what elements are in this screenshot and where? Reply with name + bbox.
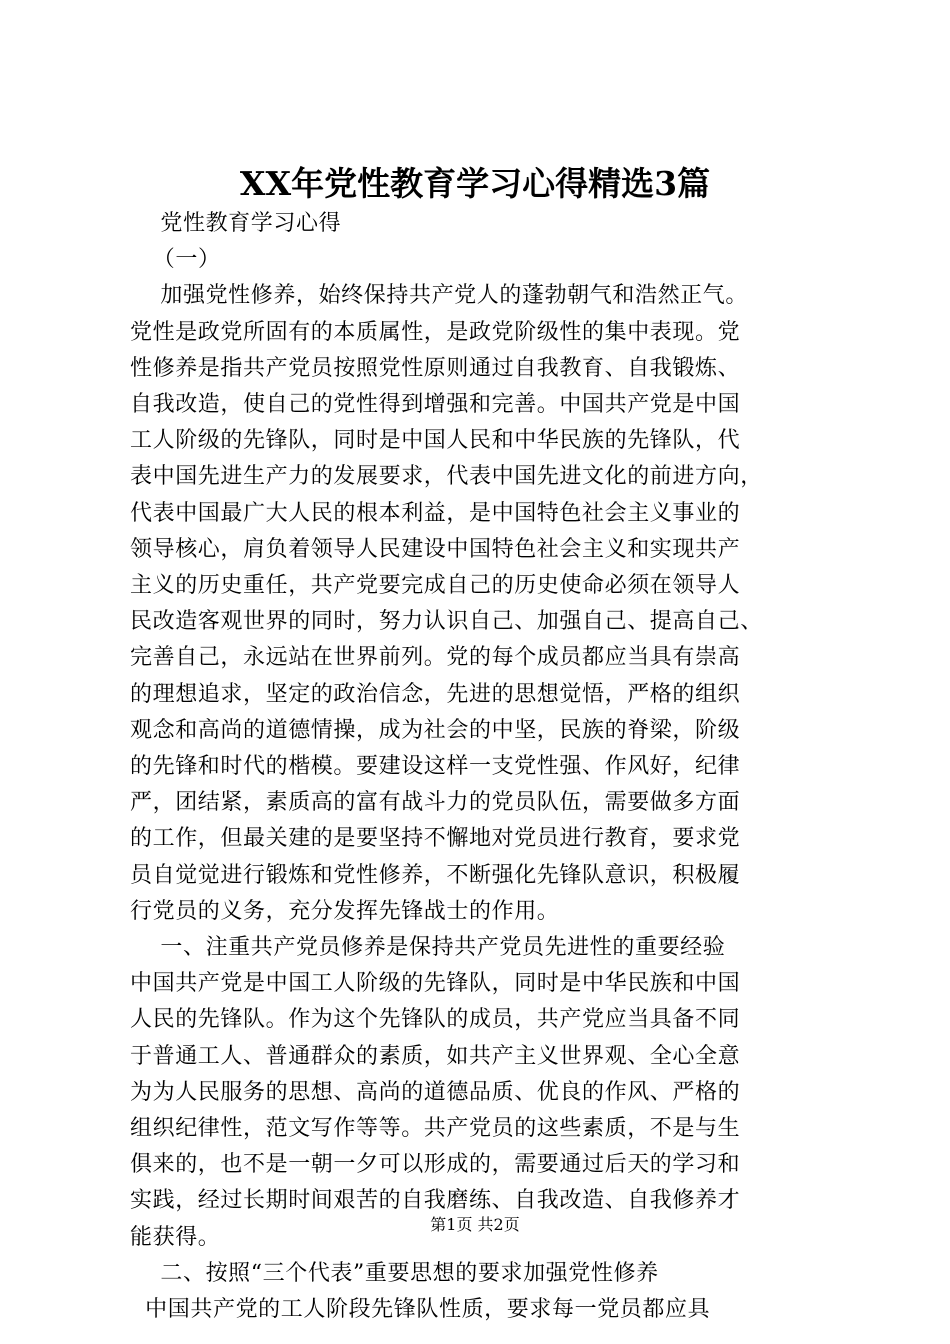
- body-line: 代表中国最广大人民的根本利益，是中国特色社会主义事业的: [130, 500, 741, 526]
- body-line: 为为人民服务的思想、高尚的道德品质、优良的作风、严格的: [130, 1079, 741, 1105]
- body-line: 性修养是指共产党员按照党性原则通过自我教育、自我锻炼、: [130, 355, 741, 381]
- body-line: 党性是政党所固有的本质属性，是政党阶级性的集中表现。党: [130, 319, 741, 345]
- body-line: 俱来的，也不是一朝一夕可以形成的，需要通过后天的学习和: [130, 1152, 741, 1178]
- page-footer: 第1页 共2页: [430, 1215, 520, 1234]
- body-line: 党性教育学习心得: [130, 211, 342, 236]
- body-line: 二、按照“三个代表”重要思想的要求加强党性修养: [130, 1260, 659, 1286]
- body-line: 组织纪律性，范文写作等等。共产党员的这些素质，不是与生: [130, 1116, 741, 1142]
- body-line: 人民的先锋队。作为这个先锋队的成员，共产党应当具备不同: [130, 1007, 741, 1033]
- body-line: 中国共产党是中国工人阶级的先锋队，同时是中华民族和中国: [130, 971, 741, 997]
- body-line: （一）: [130, 247, 221, 273]
- body-line: 中国共产党的工人阶段先锋队性质，要求每一党员都应具: [130, 1297, 711, 1323]
- body-line: 自我改造，使自己的党性得到增强和完善。中国共产党是中国: [130, 392, 741, 418]
- document-body: [130, 206, 830, 1328]
- document-title: XX年党性教育学习心得精选3篇: [239, 164, 711, 203]
- body-line: 员自觉觉进行锻炼和党性修养，不断强化先锋队意识，积极履: [130, 862, 741, 888]
- body-line: 领导核心，肩负着领导人民建设中国特色社会主义和实现共产: [130, 536, 741, 562]
- body-line: 的工作，但最关建的是要坚持不懈地对党员进行教育，要求党: [130, 826, 741, 852]
- body-line: 加强党性修养，始终保持共产党人的蓬勃朝气和浩然正气。: [130, 283, 748, 309]
- body-line: 观念和高尚的道德情操，成为社会的中坚，民族的脊梁，阶级: [130, 717, 741, 743]
- body-line: 表中国先进生产力的发展要求，代表中国先进文化的前进方向，: [130, 464, 763, 490]
- body-line: 工人阶级的先锋队，同时是中国人民和中华民族的先锋队，代: [130, 428, 741, 454]
- body-line: 的理想追求，坚定的政治信念，先进的思想觉悟，严格的组织: [130, 681, 741, 707]
- body-line: 一、注重共产党员修养是保持共产党员先进性的重要经验: [130, 935, 726, 961]
- body-line: 实践，经过长期时间艰苦的自我磨练、自我改造、自我修养才: [130, 1188, 741, 1214]
- body-line: 严，团结紧，素质高的富有战斗力的党员队伍，需要做多方面: [130, 790, 741, 816]
- body-line: 民改造客观世界的同时，努力认识自己、加强自己、提高自己、: [130, 609, 763, 635]
- body-line: 的先锋和时代的楷模。要建设这样一支党性强、作风好，纪律: [130, 754, 741, 780]
- body-line: 完善自己，永远站在世界前列。党的每个成员都应当具有崇高: [130, 645, 741, 671]
- body-line: 行党员的义务，充分发挥先锋战士的作用。: [130, 898, 560, 924]
- body-line: 主义的历史重任，共产党要完成自己的历史使命必须在领导人: [130, 573, 741, 599]
- body-line: 能获得。: [130, 1224, 221, 1250]
- body-line: 于普通工人、普通群众的素质，如共产主义世界观、全心全意: [130, 1043, 741, 1069]
